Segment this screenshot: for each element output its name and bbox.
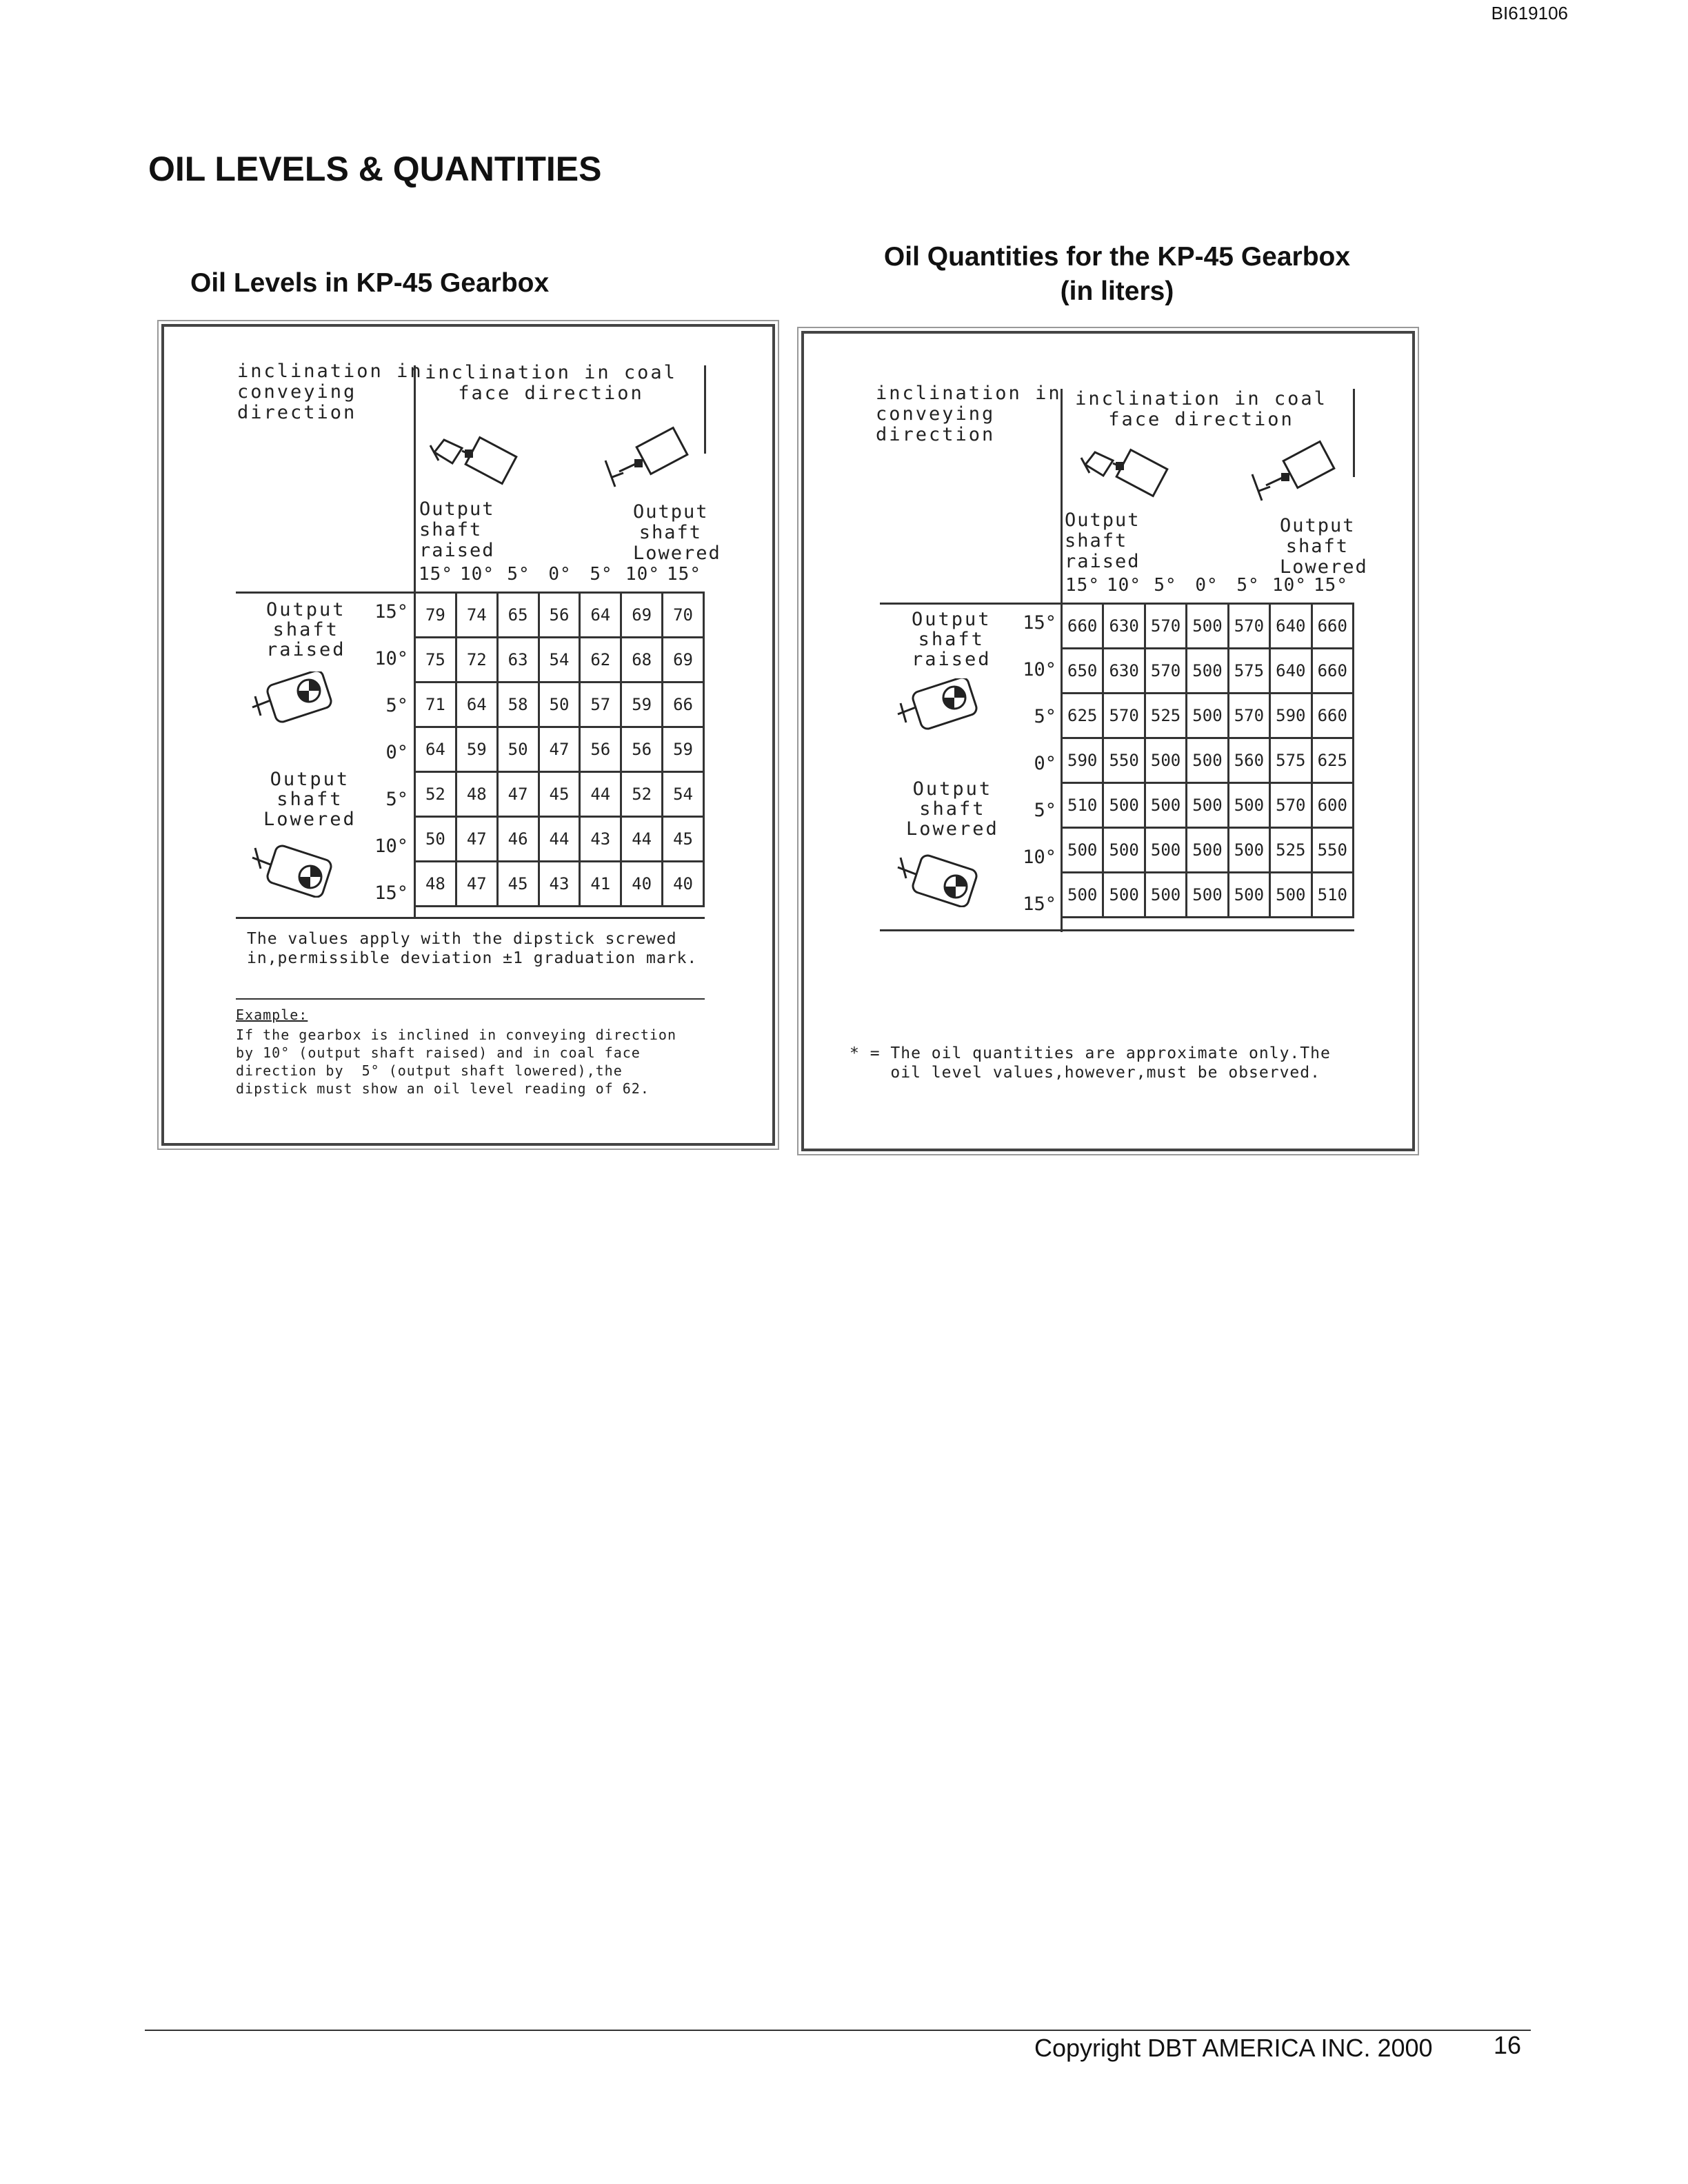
- row-degree: 15°: [374, 882, 408, 904]
- table-row: [1062, 738, 1354, 783]
- oil-levels-title: Oil Levels in KP-45 Gearbox: [190, 268, 550, 298]
- header-coal-face-direction: inclination in coal face direction: [1075, 388, 1327, 430]
- table-cell: 54: [539, 638, 580, 682]
- col-degree: 5°: [507, 564, 530, 585]
- table-cell: 650: [1062, 649, 1103, 694]
- table-row: [1062, 783, 1354, 828]
- table-cell: 52: [415, 772, 456, 817]
- col-degree: 10°: [1107, 575, 1141, 596]
- table-cell: 500: [1228, 828, 1269, 873]
- row-degree: 15°: [1023, 612, 1056, 634]
- table-cell: 48: [415, 862, 456, 907]
- table-cell: 600: [1312, 783, 1353, 828]
- table-bottom-rule: [236, 917, 705, 919]
- table-cell: 40: [621, 862, 663, 907]
- table-cell: 44: [580, 772, 621, 817]
- col-degree: 10°: [460, 564, 494, 585]
- row-degree: 15°: [374, 601, 408, 623]
- table-cell: 58: [497, 682, 539, 727]
- document-id: BI619106: [1491, 3, 1568, 23]
- table-cell: 43: [580, 817, 621, 862]
- table-cell: 66: [663, 682, 704, 727]
- header-conveying-direction: inclination in conveying direction: [237, 361, 423, 423]
- table-cell: 500: [1187, 738, 1228, 783]
- row-degree: 10°: [374, 648, 408, 669]
- table-cell: 47: [456, 862, 497, 907]
- table-cell: 44: [621, 817, 663, 862]
- table-cell: 45: [497, 862, 539, 907]
- gearbox-lowered-icon: [599, 422, 695, 498]
- table-cell: 63: [497, 638, 539, 682]
- oil-levels-panel: [161, 324, 775, 1146]
- col-degree: 0°: [1195, 575, 1218, 596]
- table-cell: 525: [1270, 828, 1312, 873]
- table-cell: 570: [1270, 783, 1312, 828]
- table-cell: 500: [1228, 873, 1269, 918]
- table-cell: 570: [1228, 694, 1269, 738]
- dipstick-note: The values apply with the dipstick screwed in,permissible deviation ±1 graduation mark.: [247, 930, 698, 967]
- table-cell: 65: [497, 593, 539, 638]
- table-cell: 50: [415, 817, 456, 862]
- table-cell: 640: [1270, 649, 1312, 694]
- table-row: [415, 593, 704, 638]
- gearbox-raised-icon: [429, 425, 525, 501]
- row-degree: 5°: [1034, 800, 1056, 821]
- col-degree: 15°: [667, 564, 701, 585]
- table-cell: 500: [1145, 783, 1186, 828]
- table-cell: 500: [1103, 828, 1145, 873]
- col-degree: 0°: [548, 564, 572, 585]
- table-cell: 69: [621, 593, 663, 638]
- table-cell: 500: [1145, 828, 1186, 873]
- table-cell: 500: [1187, 873, 1228, 918]
- row-degree: 5°: [1034, 706, 1056, 727]
- row-group-raised: Output shaft raised: [912, 609, 992, 670]
- table-row: [415, 638, 704, 682]
- table-cell: 570: [1145, 604, 1186, 649]
- table-bottom-rule: [880, 929, 1354, 931]
- approximate-note: * = The oil quantities are approximate only.The oil level values,however,must be observed.: [850, 1044, 1331, 1082]
- row-degree: 5°: [385, 695, 408, 716]
- table-cell: 640: [1270, 604, 1312, 649]
- column-degree-row: [415, 564, 705, 587]
- table-cell: 575: [1228, 649, 1269, 694]
- motor-raised-icon: [896, 678, 986, 734]
- row-group-lowered: Output shaft Lowered: [263, 769, 356, 830]
- table-cell: 560: [1228, 738, 1269, 783]
- row-degree: 0°: [1034, 753, 1056, 774]
- table-cell: 69: [663, 638, 704, 682]
- table-cell: 660: [1312, 604, 1353, 649]
- table-cell: 52: [621, 772, 663, 817]
- row-group-raised: Output shaft raised: [266, 599, 346, 660]
- table-cell: 50: [539, 682, 580, 727]
- table-cell: 62: [580, 638, 621, 682]
- table-cell: 64: [580, 593, 621, 638]
- gearbox-lowered-icon: [1245, 436, 1342, 512]
- table-cell: 510: [1312, 873, 1353, 918]
- table-cell: 70: [663, 593, 704, 638]
- table-cell: 590: [1062, 738, 1103, 783]
- table-cell: 500: [1187, 604, 1228, 649]
- table-cell: 660: [1062, 604, 1103, 649]
- table-cell: 59: [663, 727, 704, 772]
- table-cell: 625: [1062, 694, 1103, 738]
- motor-raised-icon: [251, 671, 341, 727]
- table-row: [415, 772, 704, 817]
- table-cell: 48: [456, 772, 497, 817]
- gearbox-raised-icon: [1080, 437, 1176, 513]
- example-text: If the gearbox is inclined in conveying direction by 10° (output shaft raised) and in coal face direction by 5° (output shaft lowered),the dipstick must show an oil level reading of 62.: [236, 1027, 677, 1097]
- table-cell: 59: [621, 682, 663, 727]
- table-row: [1062, 828, 1354, 873]
- table-row: [415, 727, 704, 772]
- table-cell: 74: [456, 593, 497, 638]
- table-cell: 59: [456, 727, 497, 772]
- col-group-lowered: Output shaft Lowered: [633, 501, 721, 564]
- table-cell: 47: [497, 772, 539, 817]
- table-row: [415, 862, 704, 907]
- page-title: OIL LEVELS & QUANTITIES: [148, 150, 602, 188]
- table-cell: 510: [1062, 783, 1103, 828]
- table-cell: 500: [1062, 873, 1103, 918]
- table-cell: 54: [663, 772, 704, 817]
- table-cell: 72: [456, 638, 497, 682]
- table-cell: 50: [497, 727, 539, 772]
- col-group-raised: Output shaft raised: [1065, 509, 1141, 572]
- table-cell: 500: [1145, 738, 1186, 783]
- col-group-lowered: Output shaft Lowered: [1280, 515, 1368, 578]
- example-label: Example:: [236, 1007, 308, 1023]
- table-cell: 68: [621, 638, 663, 682]
- column-degree-row: [1062, 575, 1354, 598]
- table-cell: 71: [415, 682, 456, 727]
- table-row: [1062, 694, 1354, 738]
- table-cell: 47: [456, 817, 497, 862]
- table-cell: 500: [1187, 783, 1228, 828]
- oil-quantities-table: [1061, 603, 1354, 918]
- table-cell: 500: [1103, 873, 1145, 918]
- table-cell: 575: [1270, 738, 1312, 783]
- table-cell: 500: [1187, 828, 1228, 873]
- oil-levels-table: [414, 592, 705, 907]
- header-conveying-direction: inclination in conveying direction: [876, 383, 1062, 445]
- table-cell: 44: [539, 817, 580, 862]
- col-degree: 15°: [1065, 575, 1100, 596]
- table-cell: 56: [621, 727, 663, 772]
- table-cell: 40: [663, 862, 704, 907]
- table-cell: 500: [1145, 873, 1186, 918]
- col-degree: 10°: [1272, 575, 1307, 596]
- row-degree: 0°: [385, 742, 408, 763]
- table-cell: 550: [1312, 828, 1353, 873]
- table-cell: 500: [1103, 783, 1145, 828]
- table-cell: 56: [580, 727, 621, 772]
- col-group-raised: Output shaft raised: [419, 498, 495, 561]
- table-cell: 46: [497, 817, 539, 862]
- table-cell: 525: [1145, 694, 1186, 738]
- page-number: 16: [1494, 2031, 1522, 2059]
- table-cell: 45: [663, 817, 704, 862]
- oil-quantities-title: [848, 240, 1386, 309]
- table-cell: 660: [1312, 649, 1353, 694]
- copyright: Copyright DBT AMERICA INC. 2000: [1034, 2034, 1433, 2062]
- header-coal-face-direction: inclination in coal face direction: [425, 362, 677, 404]
- table-cell: 550: [1103, 738, 1145, 783]
- row-degree: 10°: [1023, 847, 1056, 868]
- row-degree: 10°: [1023, 659, 1056, 680]
- table-cell: 45: [539, 772, 580, 817]
- table-cell: 570: [1145, 649, 1186, 694]
- table-cell: 570: [1228, 604, 1269, 649]
- col-degree: 5°: [590, 564, 613, 585]
- table-cell: 590: [1270, 694, 1312, 738]
- table-cell: 75: [415, 638, 456, 682]
- divider-vertical-right: [1353, 389, 1355, 477]
- table-row: [1062, 873, 1354, 918]
- footer-rule: [145, 2030, 1531, 2031]
- table-cell: 43: [539, 862, 580, 907]
- col-degree: 15°: [1314, 575, 1348, 596]
- col-degree: 10°: [625, 564, 660, 585]
- col-degree: 5°: [1154, 575, 1177, 596]
- oil-quantities-title-text: Oil Quantities for the KP-45 Gearbox (in liters): [883, 242, 1351, 306]
- table-row: [415, 817, 704, 862]
- table-cell: 64: [415, 727, 456, 772]
- table-cell: 500: [1270, 873, 1312, 918]
- table-row: [415, 682, 704, 727]
- col-degree: 5°: [1236, 575, 1260, 596]
- table-row: [1062, 604, 1354, 649]
- motor-lowered-icon: [251, 842, 341, 898]
- col-degree: 15°: [419, 564, 453, 585]
- divider-vertical-right: [704, 365, 706, 454]
- row-degree: 15°: [1023, 893, 1056, 915]
- row-degree: 5°: [385, 789, 408, 810]
- row-degree: 10°: [374, 836, 408, 857]
- table-cell: 500: [1228, 783, 1269, 828]
- table-cell: 47: [539, 727, 580, 772]
- motor-lowered-icon: [896, 852, 986, 907]
- table-cell: 64: [456, 682, 497, 727]
- oil-quantities-panel: [801, 331, 1415, 1151]
- table-cell: 625: [1312, 738, 1353, 783]
- table-cell: 630: [1103, 604, 1145, 649]
- table-cell: 500: [1187, 649, 1228, 694]
- example-rule: [236, 998, 705, 1000]
- table-cell: 500: [1187, 694, 1228, 738]
- table-cell: 41: [580, 862, 621, 907]
- row-group-lowered: Output shaft Lowered: [906, 778, 999, 840]
- table-cell: 570: [1103, 694, 1145, 738]
- table-row: [1062, 649, 1354, 694]
- table-cell: 660: [1312, 694, 1353, 738]
- table-cell: 500: [1062, 828, 1103, 873]
- table-cell: 630: [1103, 649, 1145, 694]
- table-cell: 57: [580, 682, 621, 727]
- table-cell: 56: [539, 593, 580, 638]
- table-cell: 79: [415, 593, 456, 638]
